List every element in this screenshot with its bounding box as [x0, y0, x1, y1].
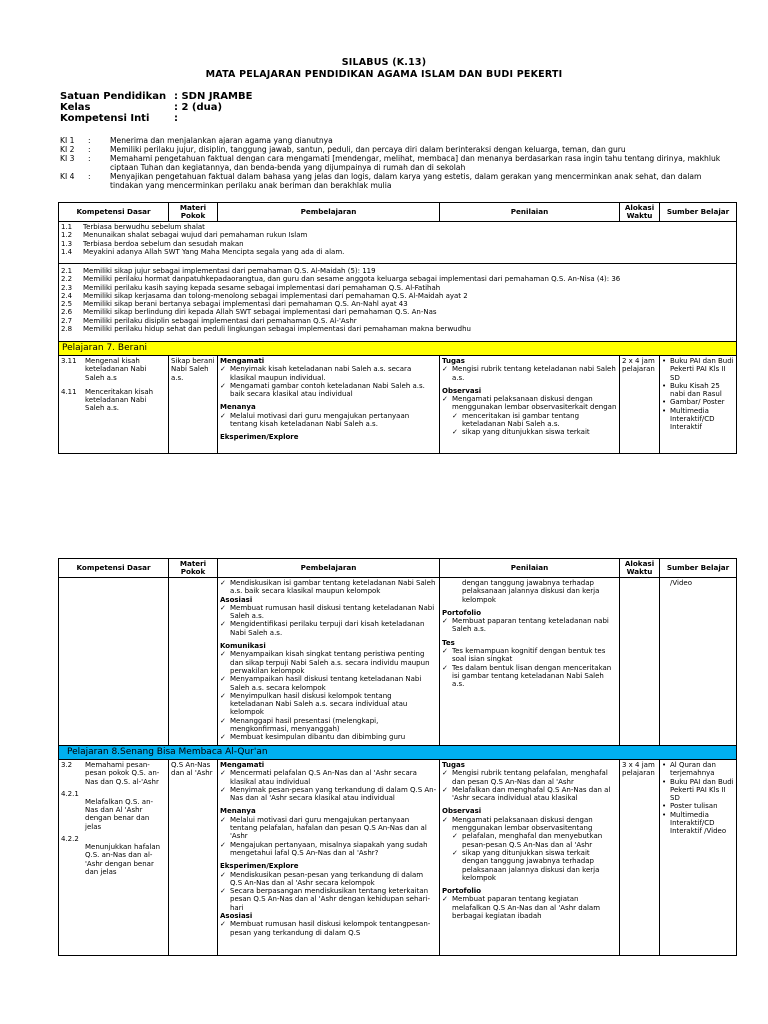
col-materi-pokok: Materi Pokok [169, 559, 218, 578]
info-row-satuan: Satuan Pendidikan : SDN JRAMBE [60, 91, 253, 102]
lesson7-materi: Sikap berani Nabi Saleh a.s. [169, 356, 218, 454]
info-row-ki: Kompetensi Inti : [60, 113, 178, 124]
lesson8-banner: Pelajaran 8.Senang Bisa Membaca Al-Qur'an [59, 746, 737, 760]
document-subtitle: MATA PELAJARAN PENDIDIKAN AGAMA ISLAM DAN BUDI PEKERTI [205, 69, 563, 80]
list-item: 2.3 Memiliki perilaku kasih saying kepada sesame sebagai implementasi dari pemahaman Q.S. Al-Fatihah [61, 283, 441, 292]
list-item: 2.6 Memiliki sikap berlindung diri kepada Allah SWT sebagai implementasi dari pemahaman Q.S. An-Nas [61, 308, 437, 317]
lesson7-banner: Pelajaran 7. Berani [59, 342, 737, 356]
list-item: 2.8 Memiliki perilaku hidup sehat dan peduli lingkungan sebagai implementasi dari pemahaman makna berwudhu [61, 325, 471, 334]
info-row-kelas: Kelas : 2 (dua) [60, 102, 223, 113]
ki-row: KI 1 : Menerima dan menjalankan ajaran agama yang dianutnya [60, 136, 333, 145]
lesson8-penilaian: Tugas ✓ Mengisi rubrik tentang pelafalan, menghafal dan pesan Q.S An-Nas dan al 'Ashr ✓ Melafalkan dan menghafal Q.S An-Nas dan al 'Ashr secara individual atau klasikal Observasi ✓ Mengamati pelaksanaan diskusi dengan menggunakan lembar observasitentang ✓ pelafalan, menghafal dan menyebutkan pesan-pesan Q.S An-Nas dan al 'Ashr ✓ sikap yang ditunjukkan siswa terkait dengan tanggung jawabnya terhadap pelaksanaan jalannya diskusi dan kerja kelompok Portofolio ✓ Membuat paparan tentang kegiatan melafalkan Q.S An-Nas dan al 'Ashr dalam berbagai kegiatan ibadah [440, 760, 620, 956]
kd2-row [59, 264, 737, 342]
lesson8-pembelajaran: Mengamati ✓ Mencermati pelafalan Q.S An-Nas dan al 'Ashr secara klasikal atau individual ✓ Menyimak pesan-pesan yang terkandung di dalam Q.S An-Nas dan al 'Ashr secara klasikal atau individual Menanya ✓ Melalui motivasi dari guru mengajukan pertanyaan tentang pelafalan, hafalan dan pesan Q.S An-Nas dan al 'Ashr ✓ Mengajukan pertanyaan, misalnya siapakah yang sudah mengetahui lafal Q.S An-Nas dan al 'Ashr? Eksperimen/Explore ✓ Mendiskusikan pesan-pesan yang terkandung di dalam Q.S An-Nas dan al 'Ashr secara kelompok ✓ Secara berpasangan mendiskusikan tentang keterkaitan pesan Q.S An-Nas dan al 'Ashr dengan kehidupan sehari-hari Asosiasi ✓ Membuat rumusan hasil diskusi kelompok tentangpesan-pesan yang terkandung di dalam Q.S [218, 760, 440, 956]
lesson7-continued-row [59, 578, 737, 746]
lesson8-materi: Q.S An-Nas dan al 'Ashr [169, 760, 218, 956]
col-alokasi-waktu: Alokasi Waktu [620, 203, 660, 222]
col-penilaian: Penilaian [440, 559, 620, 578]
lesson7-sumber: • Buku PAI dan Budi Pekerti PAI Kls II SD • Buku Kisah 25 nabi dan Rasul • Gambar/ Poster • Multimedia Interaktif/CD Interaktif [660, 356, 737, 454]
syllabus-table-1 [58, 202, 737, 454]
list-item: 2.2 Memiliki perilaku hormat danpatuhkepadaorangtua, dan guru dan sesame anggota keluarga sebagai implementasi dari pemahaman Q.S. An-Nisa (4): 36 [61, 275, 621, 284]
ki-row: KI 4 : Menyajikan pengetahuan faktual dalam bahasa yang jelas dan logis, dalam karya yang estetis, dalam gerakan yang mencerminkan anak sehat, dan dalam tindakan yang mencerminkan perilaku anak beriman dan berakhlak mulia [60, 172, 702, 190]
col-kompetensi-dasar: Kompetensi Dasar [59, 203, 169, 222]
col-pembelajaran: Pembelajaran [218, 559, 440, 578]
ki-list [60, 136, 736, 190]
list-item: 2.4 Memiliki sikap kerjasama dan tolong-menolong sebagai implementasi dari pemahaman Q.S. Al-Maidah ayat 2 [61, 291, 468, 300]
col-kompetensi-dasar: Kompetensi Dasar [59, 559, 169, 578]
col-sumber-belajar: Sumber Belajar [660, 559, 737, 578]
kd1-row [59, 222, 737, 264]
list-item: 2.7 Memiliki perilaku disiplin sebagai implementasi dari pemahaman Q.S. Al-'Ashr [61, 316, 357, 325]
ki-row: KI 2 : Memiliki perilaku jujur, disiplin, tanggung jawab, santun, peduli, dan percaya diri dalam berinteraksi dengan keluarga, teman, dan guru [60, 145, 626, 154]
list-item: 2.1 Memiliki sikap jujur sebagai implementasi dari pemahaman Q.S. Al-Maidah (5): 119 [61, 267, 376, 275]
list-item: 2.5 Memiliki sikap berani bertanya sebagai implementasi dari pemahaman Q.S. An-Nahl ayat 43 [61, 300, 408, 309]
list-item: 1.3 Terbiasa berdoa sebelum dan sesudah makan [61, 239, 244, 248]
lesson7-kd: 3.11 Mengenal kisah keteladanan Nabi Saleh a.s 4.11 Menceritakan kisah keteladanan Nabi Saleh a.s. [59, 356, 169, 454]
syllabus-table-2 [58, 558, 737, 956]
lesson7-pembelajaran-cont: ✓ Mendiskusikan isi gambar tentang keteladanan Nabi Saleh a.s. baik secara klasikal maupun kelompok Asosiasi ✓ Membuat rumusan hasil diskusi tentang keteladanan Nabi Saleh a.s. ✓ Mengidentifikasi perilaku terpuji dari kisah keteladanan Nabi Saleh a.s. Komunikasi ✓ Menyampaikan kisah singkat tentang peristiwa penting dan sikap terpuji Nabi Saleh a.s. secara individu maupun perwakilan kelompok ✓ Menyampaikan hasil diskusi tentang keteladanan Nabi Saleh a.s. secara kelompok ✓ Menyimpulkan hasil diskusi kelompok tentang keteladanan Nabi Saleh a.s. secara individual atau kelompok ✓ Menanggapi hasil presentasi (melengkapi, mengkonfirmasi, menyanggah) ✓ Membuat kesimpulan dibantu dan dibimbing guru [218, 578, 440, 746]
lesson7-penilaian: Tugas ✓ Mengisi rubrik tentang keteladanan nabi Saleh a.s. Observasi ✓ Mengamati pelaksanaan diskusi dengan menggunakan lembar observasiterkait dengan ✓ menceritakan isi gambar tentang keteladanan Nabi Saleh a.s. ✓ sikap yang ditunjukkan siswa terkait [440, 356, 620, 454]
col-alokasi-waktu: Alokasi Waktu [620, 559, 660, 578]
table-header-row [59, 559, 737, 578]
lesson8-row [59, 760, 737, 956]
list-item: 1.1 Terbiasa berwudhu sebelum shalat [61, 223, 205, 231]
lesson8-alokasi: 3 x 4 jam pelajaran [620, 760, 660, 956]
table-header-row [59, 203, 737, 222]
info-block [60, 91, 252, 124]
col-pembelajaran: Pembelajaran [218, 203, 440, 222]
col-sumber-belajar: Sumber Belajar [660, 203, 737, 222]
lesson8-banner-row [59, 746, 737, 760]
lesson7-banner-row [59, 342, 737, 356]
col-penilaian: Penilaian [440, 203, 620, 222]
list-item: 1.2 Menunaikan shalat sebagai wujud dari pemahaman rukun Islam [61, 231, 308, 240]
lesson7-sumber-cont: /Video [660, 578, 737, 746]
lesson7-alokasi: 2 x 4 jam pelajaran [620, 356, 660, 454]
lesson8-kd: 3.2 Memahami pesan-pesan pokok Q.S. an-Nas dan Q.S. al-'Ashr 4.2.1 Melafalkan Q.S. an-Nas dan Al 'Ashr dengan benar dan jelas 4.2.2 Menunjukkan hafalan Q.S. an-Nas dan al-'Ashr dengan benar dan jelas [59, 760, 169, 956]
ki-row: KI 3 : Memahami pengetahuan faktual dengan cara mengamati [mendengar, melihat, membaca] dan menanya berdasarkan rasa ingin tahu tentang dirinya, makhluk ciptaan Tuhan dan kegiatannya, dan benda-benda yang dijumpainya di rumah dan di sekolah [60, 154, 721, 172]
document-title: SILABUS (K.13) [341, 57, 427, 68]
lesson7-pembelajaran: Mengamati ✓ Menyimak kisah keteladanan nabi Saleh a.s. secara klasikal maupun individual. ✓ Mengamati gambar contoh keteladanan Nabi Saleh a.s. baik secara klasikal atau individual Menanya ✓ Melalui motivasi dari guru mengajukan pertanyaan tentang kisah keteladanan Nabi Saleh a.s. Eksperimen/Explore [218, 356, 440, 454]
list-item: 1.4 Meyakini adanya Allah SWT Yang Maha Mencipta segala yang ada di alam. [61, 247, 345, 256]
lesson8-sumber: • Al Quran dan terjemahnya • Buku PAI dan Budi Pekerti PAI Kls II SD • Poster tulisan • Multimedia Interaktif/CD Interaktif /Video [660, 760, 737, 956]
lesson7-penilaian-cont: dengan tanggung jawabnya terhadap pelaksanaan jalannya diskusi dan kerja kelompok Portofolio ✓ Membuat paparan tentang keteladanan nabi Saleh a.s. Tes ✓ Tes kemampuan kognitif dengan bentuk tes soal isian singkat ✓ Tes dalam bentuk lisan dengan menceritakan isi gambar tentang keteladanan Nabi Saleh a.s. [440, 578, 620, 746]
col-materi-pokok: Materi Pokok [169, 203, 218, 222]
lesson7-row [59, 356, 737, 454]
